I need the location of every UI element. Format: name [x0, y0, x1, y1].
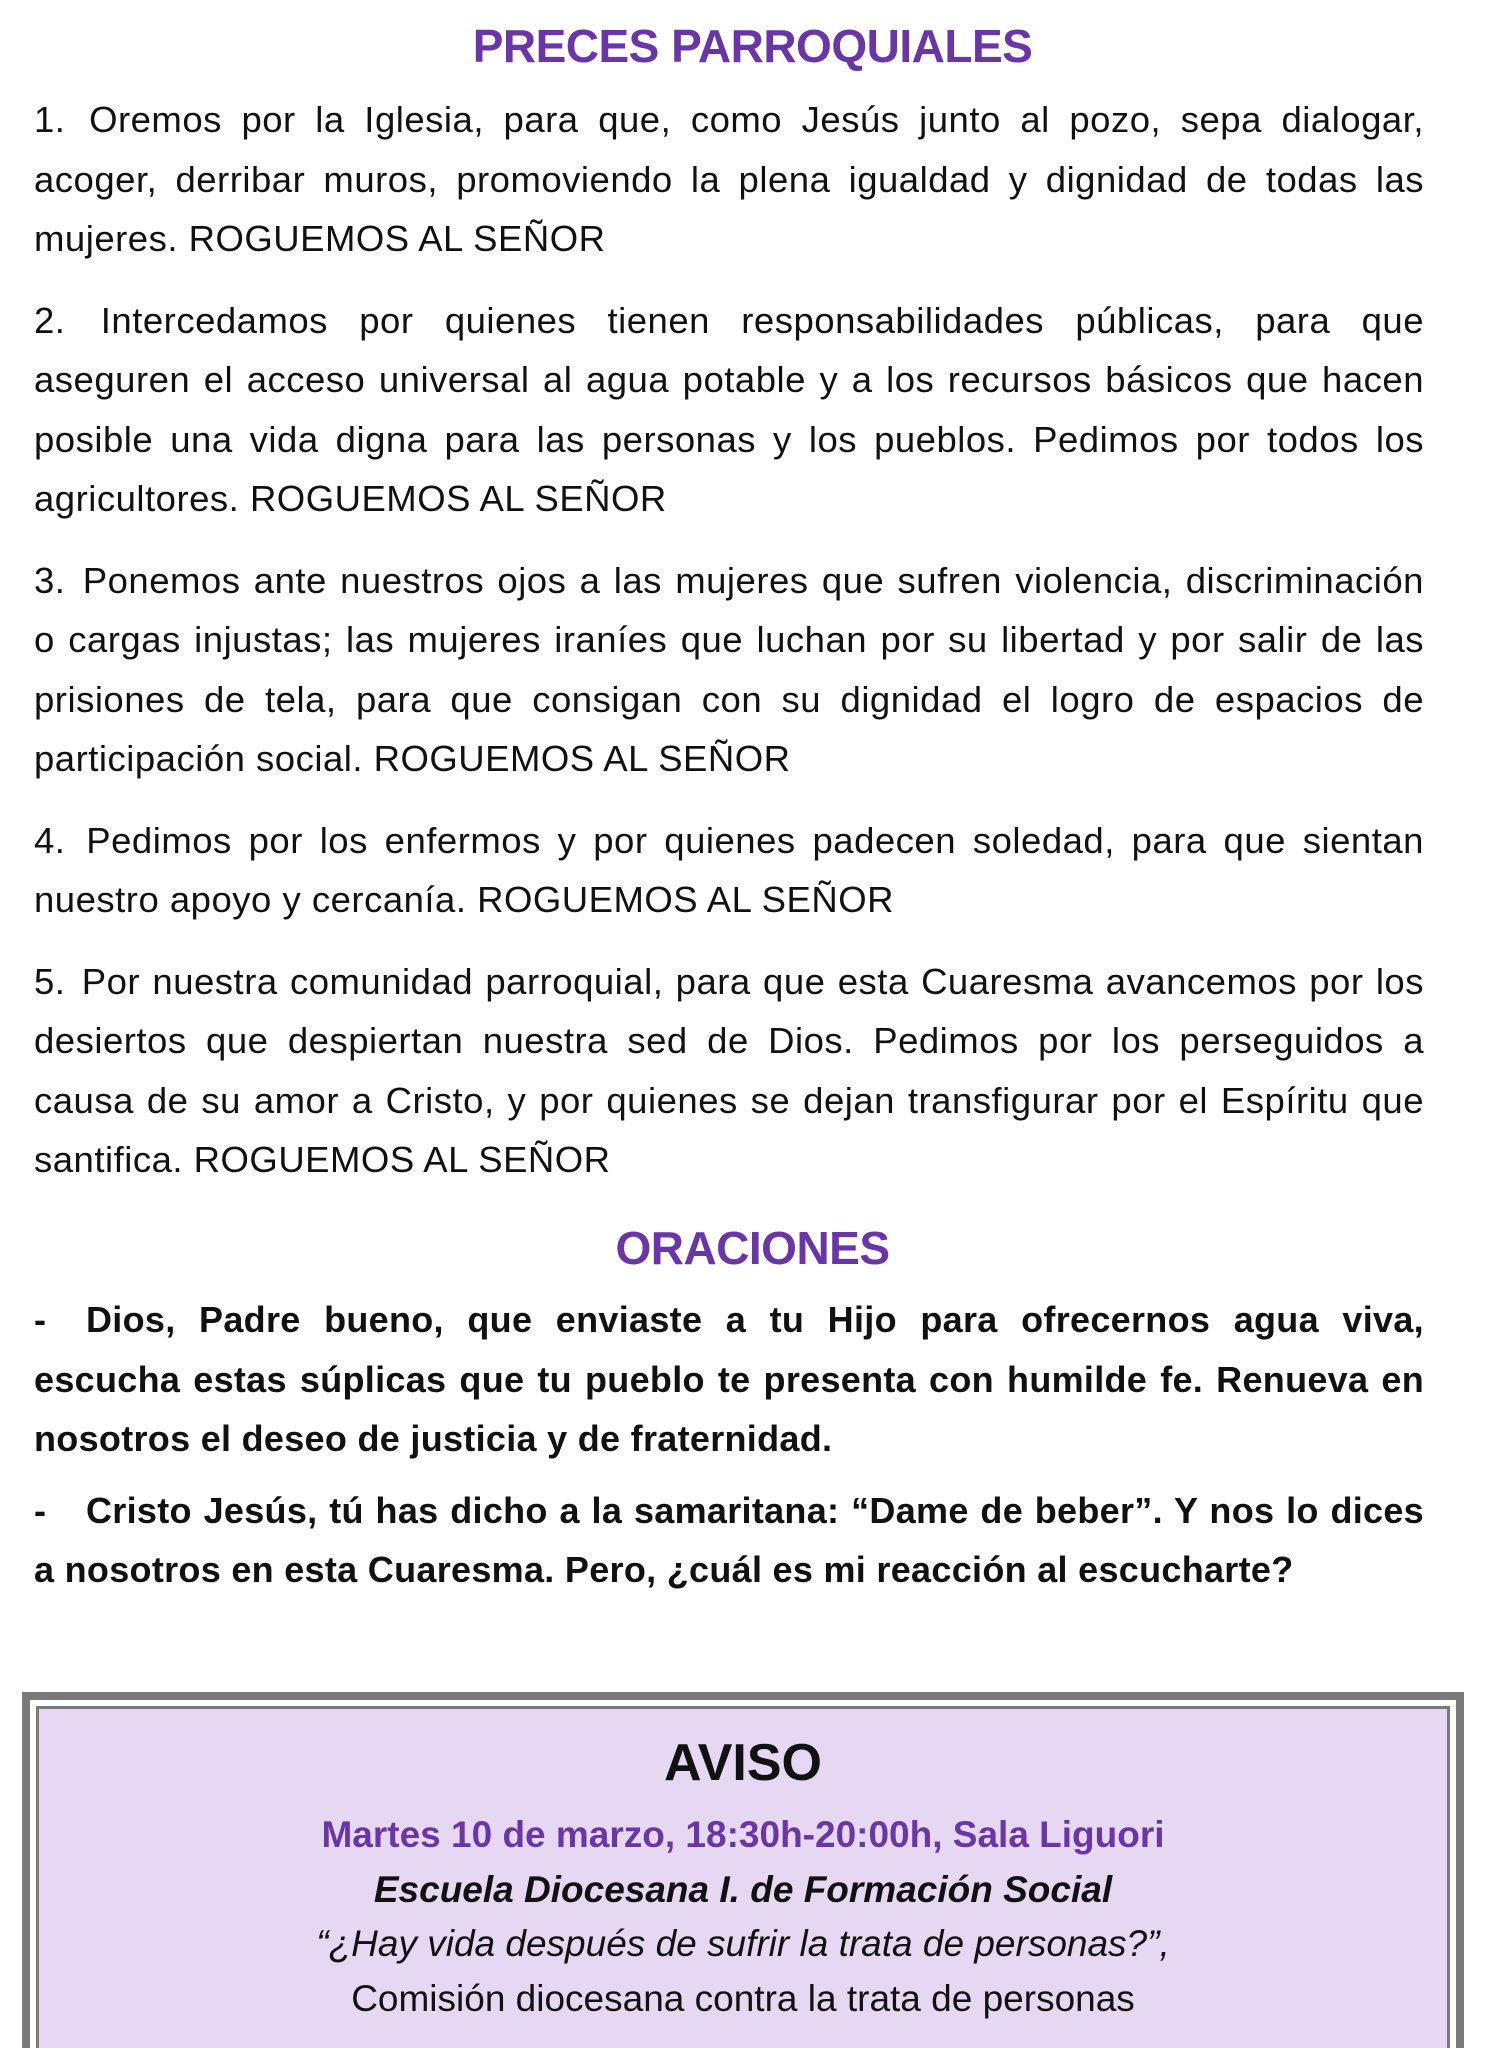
oracion-item-2: [34, 1481, 1424, 1600]
prece-item-1: [34, 90, 1424, 269]
prece-number: 5.: [34, 960, 66, 1002]
oracion-bullet: -: [34, 1489, 47, 1531]
oracion-bullet: -: [34, 1299, 47, 1340]
prece-text: Por nuestra comunidad parroquial, para que esta Cuaresma avancemos por los desiertos que despiertan nuestra sed de Dios. Pedimos por los perseguidos a causa de su amor a Cristo, y por quienes se dejan transfigurar por el Espíritu que santifica. ROGUEMOS AL SEÑOR: [34, 960, 1424, 1180]
oracion-text: Cristo Jesús, tú has dicho a la samaritana: “Dame de beber”. Y nos lo dices a nosotros en esta Cuaresma. Pero, ¿cuál es mi reacción al escucharte?: [34, 1489, 1424, 1590]
prece-text: Pedimos por los enfermos y por quienes padecen soledad, para que sientan nuestro apoyo y cercanía. ROGUEMOS AL SEÑOR: [34, 819, 1424, 920]
aviso-box: [22, 1692, 1464, 2048]
prece-number: 3.: [34, 559, 66, 601]
prece-item-2: [34, 291, 1424, 529]
prece-number: 1.: [34, 99, 66, 140]
prece-item-4: [34, 811, 1424, 930]
oraciones-list: [34, 1290, 1424, 1612]
aviso-title: AVISO: [664, 1734, 822, 1792]
prece-item-5: [34, 952, 1424, 1190]
page-title: PRECES PARROQUIALES: [472, 20, 1033, 72]
prece-number: 4.: [34, 819, 66, 861]
aviso-organizer: Comisión diocesana contra la trata de personas: [351, 1978, 1135, 2019]
aviso-date: Martes 10 de marzo, 18:30h-20:00h, Sala Liguori: [321, 1814, 1165, 1855]
oracion-item-1: [34, 1290, 1424, 1469]
prece-text: Ponemos ante nuestros ojos a las mujeres que sufren violencia, discriminación o cargas injustas; las mujeres iraníes que luchan por su libertad y por salir de las prisiones de tela, para que consigan con su dignidad el logro de espacios de participación social. ROGUEMOS AL SEÑOR: [34, 559, 1424, 779]
prece-item-3: [34, 551, 1424, 789]
aviso-panel: [36, 1706, 1450, 2048]
oracion-text: Dios, Padre bueno, que enviaste a tu Hijo para ofrecernos agua viva, escucha estas súplicas que tu pueblo te presenta con humilde fe. Renueva en nosotros el deseo de justicia y de fraternidad.: [34, 1299, 1424, 1459]
prece-number: 2.: [34, 299, 66, 341]
prece-text: Oremos por la Iglesia, para que, como Jesús junto al pozo, sepa dialogar, acoger, derribar muros, promoviendo la plena igualdad y dignidad de todas las mujeres. ROGUEMOS AL SEÑOR: [34, 99, 1424, 259]
aviso-school: Escuela Diocesana I. de Formación Social: [373, 1869, 1113, 1910]
prece-text: Intercedamos por quienes tienen responsabilidades públicas, para que aseguren el acceso universal al agua potable y a los recursos básicos que hacen posible una vida digna para las personas y los pueblos. Pedimos por todos los agricultores. ROGUEMOS AL SEÑOR: [34, 299, 1424, 519]
preces-list: [34, 90, 1424, 1212]
aviso-question: “¿Hay vida después de sufrir la trata de personas?”,: [316, 1923, 1170, 1964]
oraciones-title: ORACIONES: [615, 1222, 890, 1274]
